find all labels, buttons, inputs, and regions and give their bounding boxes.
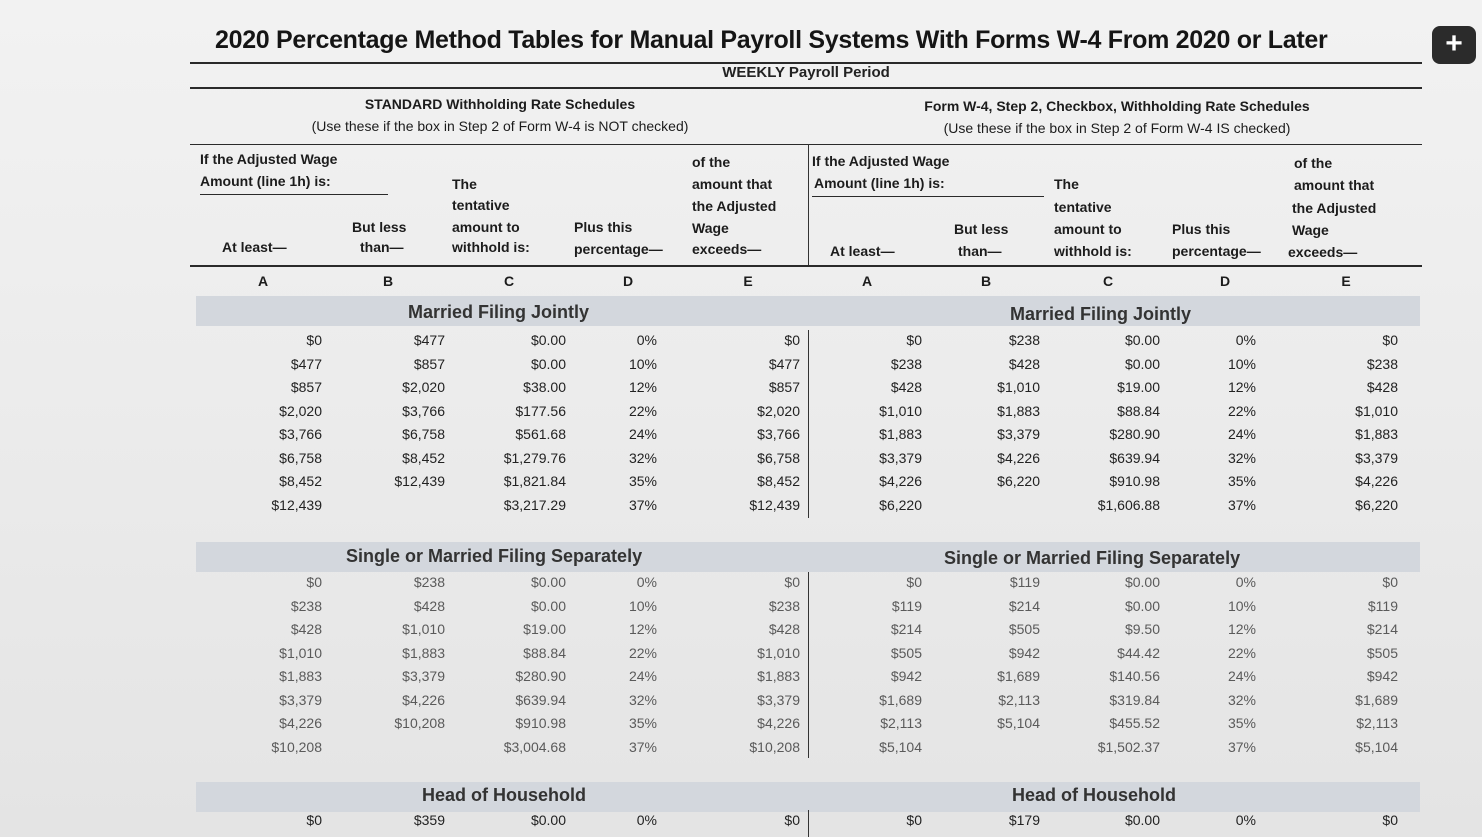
- cell-tentative-amount: $0.00: [1124, 812, 1160, 828]
- cell-exceeds: $214: [1366, 621, 1398, 637]
- cell-exceeds: $428: [1366, 379, 1398, 395]
- tentative-label-1: The: [452, 176, 477, 192]
- cell-exceeds: $4,226: [757, 715, 800, 731]
- section-title-married-jointly-right: Married Filing Jointly: [1010, 304, 1192, 324]
- exceeds-label-3-right: the Adjusted: [1292, 200, 1377, 216]
- cell-tentative-amount: $1,502.37: [1097, 738, 1160, 755]
- col-letter-c-right: C: [1102, 273, 1114, 289]
- cell-but-less: $3,379: [402, 668, 445, 684]
- col-letter-b: B: [382, 273, 394, 289]
- tentative-label-1-right: The: [1054, 176, 1079, 192]
- cell-percentage: 12%: [1227, 621, 1256, 637]
- cell-exceeds: $1,010: [757, 644, 800, 661]
- plus-label-2: percentage—: [574, 241, 663, 257]
- cell-tentative-amount: $0.00: [1124, 332, 1160, 348]
- cell-but-less: $1,010: [402, 621, 445, 637]
- cell-tentative-amount: $0.00: [1124, 597, 1160, 614]
- standard-schedule-header: [190, 93, 810, 137]
- cell-percentage: 10%: [1227, 355, 1256, 372]
- col-letter-d-right: D: [1219, 273, 1231, 289]
- payroll-period: WEEKLY Payroll Period: [722, 64, 890, 81]
- cell-exceeds: $3,766: [757, 426, 800, 442]
- cell-percentage: 0%: [1235, 332, 1256, 348]
- tentative-label-3-right: amount to: [1054, 221, 1122, 237]
- cell-percentage: 0%: [636, 812, 657, 828]
- cell-exceeds: $0: [1382, 812, 1398, 828]
- but-less-label-2: than—: [360, 239, 404, 255]
- cell-at-least: $4,226: [279, 715, 322, 731]
- cell-tentative-amount: $280.90: [1109, 426, 1160, 442]
- cell-exceeds: $8,452: [757, 473, 800, 489]
- tentative-label-3: amount to: [452, 219, 520, 235]
- center-divider: [808, 144, 809, 266]
- cell-tentative-amount: $0.00: [530, 597, 566, 614]
- cell-percentage: 10%: [1227, 597, 1256, 614]
- cell-at-least: $1,689: [879, 691, 922, 708]
- cell-but-less: $179: [1008, 812, 1040, 828]
- cell-percentage: 0%: [636, 332, 657, 348]
- cell-tentative-amount: $9.50: [1124, 621, 1160, 637]
- cell-but-less: $12,439: [394, 473, 445, 489]
- cell-tentative-amount: $0.00: [530, 574, 566, 590]
- cell-at-least: $3,379: [879, 449, 922, 466]
- cell-tentative-amount: $88.84: [1117, 402, 1160, 419]
- cell-at-least: $119: [891, 597, 922, 614]
- cell-at-least: $0: [906, 812, 922, 828]
- cell-percentage: 24%: [628, 668, 657, 684]
- cell-percentage: 37%: [628, 496, 657, 513]
- cell-but-less: $214: [1008, 597, 1040, 614]
- cell-exceeds: $238: [768, 597, 800, 614]
- cell-percentage: 22%: [1227, 402, 1256, 419]
- cell-at-least: $1,010: [279, 644, 322, 661]
- plus-label-2-right: percentage—: [1172, 243, 1261, 259]
- cell-tentative-amount: $177.56: [515, 402, 566, 419]
- cell-tentative-amount: $0.00: [530, 812, 566, 828]
- cell-tentative-amount: $88.84: [523, 644, 566, 661]
- cell-at-least: $857: [290, 379, 322, 395]
- cell-but-less: $3,379: [997, 426, 1040, 442]
- cell-tentative-amount: $639.94: [515, 691, 566, 708]
- cell-percentage: 0%: [636, 574, 657, 590]
- adj-wage-label-2-right: Amount (line 1h) is:: [814, 175, 945, 191]
- cell-but-less: $359: [413, 812, 445, 828]
- cell-exceeds: $0: [784, 812, 800, 828]
- cell-percentage: 37%: [1227, 738, 1256, 755]
- cell-percentage: 24%: [628, 426, 657, 442]
- cell-exceeds: $6,220: [1355, 496, 1398, 513]
- cell-at-least: $8,452: [279, 473, 322, 489]
- adj-wage-label-1: If the Adjusted Wage: [200, 151, 338, 167]
- cell-percentage: 35%: [628, 715, 657, 731]
- cell-percentage: 24%: [1227, 426, 1256, 442]
- cell-at-least: $0: [906, 574, 922, 590]
- cell-at-least: $477: [290, 355, 322, 372]
- cell-tentative-amount: $0.00: [530, 355, 566, 372]
- cell-exceeds: $0: [784, 332, 800, 348]
- cell-at-least: $428: [290, 621, 322, 637]
- cell-tentative-amount: $455.52: [1109, 715, 1160, 731]
- adj-wage-underline-right: [812, 196, 1044, 197]
- exceeds-label-5-right: exceeds—: [1288, 244, 1358, 260]
- adj-wage-label-1-right: If the Adjusted Wage: [812, 153, 950, 169]
- cell-but-less: $3,766: [402, 402, 445, 419]
- cell-percentage: 22%: [628, 644, 657, 661]
- cell-but-less: $5,104: [997, 715, 1040, 731]
- cell-at-least: $0: [306, 332, 322, 348]
- checkbox-schedule-title: Form W-4, Step 2, Checkbox, Withholding Rate Schedules: [924, 98, 1310, 114]
- cell-tentative-amount: $1,279.76: [503, 449, 566, 466]
- cell-at-least: $1,883: [279, 668, 322, 684]
- at-least-label: At least—: [222, 239, 287, 255]
- cell-exceeds: $3,379: [757, 691, 800, 708]
- checkbox-schedule-header: [812, 95, 1422, 139]
- add-button[interactable]: [1432, 26, 1476, 64]
- cell-exceeds: $3,379: [1355, 449, 1398, 466]
- cell-percentage: 10%: [628, 355, 657, 372]
- cell-percentage: 32%: [1227, 449, 1256, 466]
- cell-at-least: $0: [306, 574, 322, 590]
- cell-tentative-amount: $3,004.68: [503, 738, 566, 755]
- cell-percentage: 0%: [1235, 812, 1256, 828]
- exceeds-label-1: of the: [692, 154, 731, 170]
- exceeds-label-1-right: of the: [1294, 155, 1333, 171]
- standard-schedule-subtitle: (Use these if the box in Step 2 of Form W-4 is NOT checked): [311, 118, 689, 134]
- col-letter-e-right: E: [1341, 273, 1351, 289]
- cell-but-less: $2,020: [402, 379, 445, 395]
- col-letter-d: D: [622, 273, 634, 289]
- cell-exceeds: $1,689: [1355, 691, 1398, 708]
- cell-tentative-amount: $19.00: [523, 621, 566, 637]
- cell-tentative-amount: $561.68: [515, 426, 566, 442]
- cell-but-less: $505: [1008, 621, 1040, 637]
- section-title-married-jointly: Married Filing Jointly: [408, 302, 590, 322]
- cell-but-less: $10,208: [394, 715, 445, 731]
- cell-exceeds: $119: [1367, 597, 1398, 614]
- cell-tentative-amount: $280.90: [515, 668, 566, 684]
- cell-exceeds: $0: [1382, 332, 1398, 348]
- cell-tentative-amount: $0.00: [530, 332, 566, 348]
- cell-but-less: $1,883: [997, 402, 1040, 419]
- cell-percentage: 12%: [1227, 379, 1256, 395]
- cell-tentative-amount: $1,821.84: [503, 473, 566, 489]
- col-letter-c: C: [503, 273, 515, 289]
- cell-percentage: 32%: [628, 691, 657, 708]
- cell-percentage: 35%: [1227, 715, 1256, 731]
- cell-at-least: $6,758: [279, 449, 322, 466]
- cell-percentage: 22%: [1227, 644, 1256, 661]
- exceeds-label-3: the Adjusted: [692, 198, 777, 214]
- exceeds-label-4: Wage: [692, 220, 729, 236]
- cell-but-less: $1,689: [997, 668, 1040, 684]
- adj-wage-underline: [200, 194, 388, 195]
- cell-at-least: $2,113: [880, 715, 922, 731]
- plus-label-1-right: Plus this: [1172, 221, 1231, 237]
- cell-at-least: $428: [890, 379, 922, 395]
- cell-but-less: $6,220: [997, 473, 1040, 489]
- cell-exceeds: $4,226: [1355, 473, 1398, 489]
- cell-at-least: $238: [290, 597, 322, 614]
- section-title-head-of-household-right: Head of Household: [1012, 785, 1177, 805]
- cell-at-least: $12,439: [271, 496, 322, 513]
- exceeds-label-2-right: amount that: [1294, 177, 1375, 193]
- cell-but-less: $6,758: [402, 426, 445, 442]
- divider-head-of-household: [808, 810, 809, 837]
- but-less-label-1: But less: [352, 219, 407, 235]
- section-title-single: Single or Married Filing Separately: [346, 546, 643, 566]
- tentative-label-2-right: tentative: [1054, 199, 1112, 215]
- column-header-rule: [190, 265, 1422, 267]
- cell-exceeds: $1,883: [757, 668, 800, 684]
- cell-but-less: $119: [1009, 574, 1040, 590]
- cell-percentage: 10%: [628, 597, 657, 614]
- col-letter-a: A: [257, 273, 269, 289]
- cell-exceeds: $5,104: [1355, 738, 1398, 755]
- tentative-label-4-right: withhold is:: [1054, 243, 1132, 259]
- plus-icon: +: [1445, 27, 1463, 60]
- document-title: 2020 Percentage Method Tables for Manual Payroll Systems With Forms W-4 From 2020 or Later: [215, 26, 1328, 54]
- cell-exceeds: $6,758: [757, 449, 800, 466]
- cell-exceeds: $0: [784, 574, 800, 590]
- cell-exceeds: $857: [768, 379, 800, 395]
- section-title-single-right: Single or Married Filing Separately: [944, 548, 1241, 568]
- cell-tentative-amount: $0.00: [1124, 574, 1160, 590]
- cell-tentative-amount: $1,606.88: [1097, 496, 1160, 513]
- cell-percentage: 12%: [628, 621, 657, 637]
- cell-tentative-amount: $19.00: [1117, 379, 1160, 395]
- cell-tentative-amount: $639.94: [1109, 449, 1160, 466]
- cell-at-least: $4,226: [879, 473, 922, 489]
- cell-but-less: $238: [413, 574, 445, 590]
- cell-at-least: $0: [306, 812, 322, 828]
- cell-at-least: $0: [906, 332, 922, 348]
- cell-tentative-amount: $910.98: [515, 715, 566, 731]
- cell-but-less: $942: [1008, 644, 1040, 661]
- cell-at-least: $10,208: [271, 738, 322, 755]
- cell-at-least: $1,883: [879, 426, 922, 442]
- cell-at-least: $2,020: [279, 402, 322, 419]
- cell-exceeds: $2,113: [1356, 715, 1398, 731]
- cell-tentative-amount: $3,217.29: [503, 496, 566, 513]
- divider-single: [808, 572, 809, 758]
- standard-schedule-title: STANDARD Withholding Rate Schedules: [364, 96, 636, 112]
- cell-at-least: $942: [890, 668, 922, 684]
- adj-wage-label-2: Amount (line 1h) is:: [200, 173, 331, 189]
- cell-tentative-amount: $44.42: [1117, 644, 1160, 661]
- cell-but-less: $1,010: [997, 379, 1040, 395]
- cell-exceeds: $477: [768, 355, 800, 372]
- header-rule: [190, 144, 1422, 145]
- period-rule: [190, 87, 1422, 89]
- cell-tentative-amount: $319.84: [1109, 691, 1160, 708]
- cell-percentage: 37%: [628, 738, 657, 755]
- but-less-label-1-right: But less: [954, 221, 1009, 237]
- cell-but-less: $8,452: [402, 449, 445, 466]
- cell-at-least: $238: [890, 355, 922, 372]
- cell-percentage: 35%: [1227, 473, 1256, 489]
- cell-tentative-amount: $910.98: [1109, 473, 1160, 489]
- cell-but-less: $2,113: [998, 691, 1040, 708]
- cell-tentative-amount: $38.00: [523, 379, 566, 395]
- cell-exceeds: $428: [768, 621, 800, 637]
- tentative-label-4: withhold is:: [452, 239, 530, 255]
- cell-percentage: 32%: [1227, 691, 1256, 708]
- exceeds-label-4-right: Wage: [1292, 222, 1329, 238]
- col-letter-a-right: A: [861, 273, 873, 289]
- cell-percentage: 37%: [1227, 496, 1256, 513]
- cell-but-less: $1,883: [402, 644, 445, 661]
- band-married-jointly: [196, 296, 1420, 326]
- cell-exceeds: $2,020: [757, 402, 800, 419]
- section-title-head-of-household: Head of Household: [422, 785, 587, 805]
- cell-at-least: $3,379: [279, 691, 322, 708]
- cell-exceeds: $0: [1382, 574, 1398, 590]
- divider-married-jointly: [808, 330, 809, 518]
- cell-but-less: $4,226: [997, 449, 1040, 466]
- cell-percentage: 32%: [628, 449, 657, 466]
- cell-percentage: 24%: [1227, 668, 1256, 684]
- cell-exceeds: $12,439: [749, 496, 800, 513]
- cell-but-less: $477: [413, 332, 445, 348]
- at-least-label-right: At least—: [830, 243, 895, 259]
- cell-percentage: 35%: [628, 473, 657, 489]
- cell-exceeds: $1,010: [1355, 402, 1398, 419]
- cell-but-less: $428: [1008, 355, 1040, 372]
- cell-exceeds: $10,208: [749, 738, 800, 755]
- but-less-label-2-right: than—: [958, 243, 1002, 259]
- cell-tentative-amount: $0.00: [1124, 355, 1160, 372]
- exceeds-label-2: amount that: [692, 176, 773, 192]
- cell-percentage: 0%: [1235, 574, 1256, 590]
- checkbox-schedule-subtitle: (Use these if the box in Step 2 of Form W-4 IS checked): [943, 120, 1291, 136]
- cell-at-least: $505: [890, 644, 922, 661]
- cell-at-least: $3,766: [279, 426, 322, 442]
- cell-percentage: 22%: [628, 402, 657, 419]
- band-head-of-household: [196, 782, 1420, 812]
- cell-exceeds: $505: [1366, 644, 1398, 661]
- cell-but-less: $857: [413, 355, 445, 372]
- col-letter-b-right: B: [980, 273, 992, 289]
- cell-percentage: 12%: [628, 379, 657, 395]
- cell-but-less: $4,226: [402, 691, 445, 708]
- col-letter-e: E: [743, 273, 753, 289]
- cell-at-least: $1,010: [879, 402, 922, 419]
- cell-exceeds: $942: [1366, 668, 1398, 684]
- exceeds-label-5: exceeds—: [692, 241, 762, 257]
- cell-exceeds: $1,883: [1355, 426, 1398, 442]
- cell-but-less: $238: [1008, 332, 1040, 348]
- cell-at-least: $5,104: [879, 738, 922, 755]
- plus-label-1: Plus this: [574, 219, 633, 235]
- cell-at-least: $6,220: [879, 496, 922, 513]
- cell-tentative-amount: $140.56: [1109, 668, 1160, 684]
- cell-at-least: $214: [890, 621, 922, 637]
- tentative-label-2: tentative: [452, 197, 510, 213]
- cell-exceeds: $238: [1366, 355, 1398, 372]
- cell-but-less: $428: [413, 597, 445, 614]
